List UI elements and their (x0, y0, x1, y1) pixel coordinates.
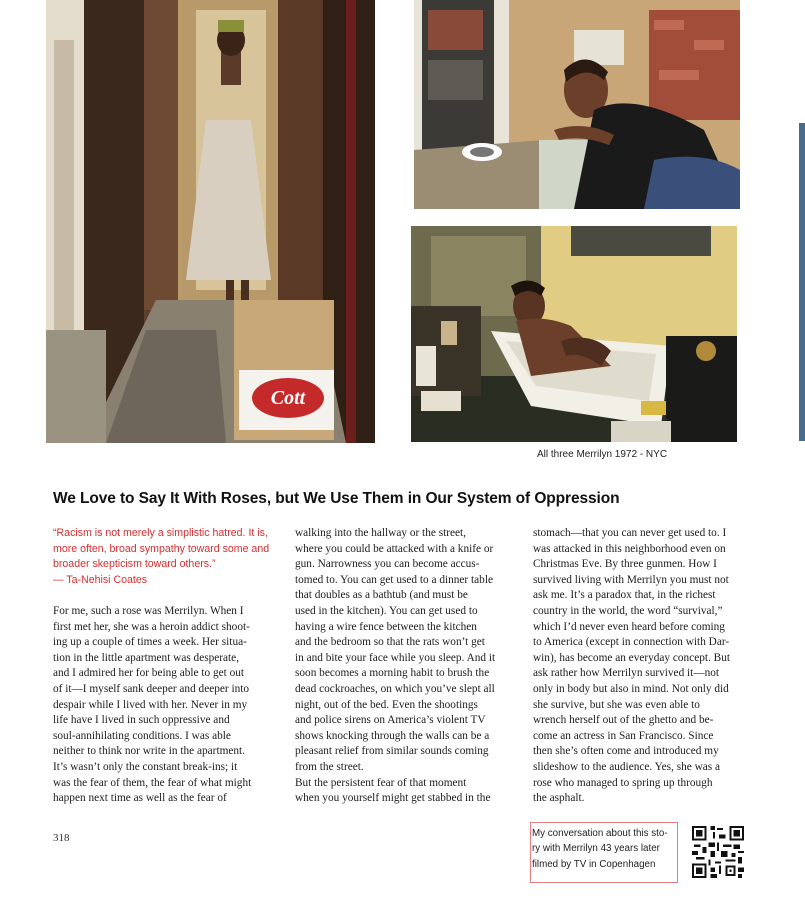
text-line: pleasant relief from similar sounds coming (295, 745, 489, 758)
body-column-2 (295, 526, 521, 807)
text-line: dead cockroaches, on which you’ve slept all (295, 682, 495, 695)
text-line: Christmas Eve. By three gunmen. How I (533, 558, 717, 571)
text-line: country in the world, the word “survival,” (533, 604, 723, 617)
text-line: the asphalt. (533, 792, 585, 805)
quote-attribution: — Ta-Nehisi Coates (53, 573, 148, 586)
svg-text:Cott: Cott (270, 387, 306, 409)
text-line: night, out of the bed. Even the shootings (295, 698, 478, 711)
body-column-3 (533, 526, 759, 807)
text-line: It’s wasn’t only the constant break-ins; it (53, 760, 238, 773)
text-line: wrench herself out of the ghetto and be- (533, 714, 714, 727)
text-line: But the persistent fear of that moment (295, 776, 467, 789)
photo-caption: All three Merrilyn 1972 - NYC (537, 449, 668, 460)
note-line: ry with Merrilyn 43 years later (532, 843, 660, 855)
text-line: despair while I lived with her. Never in my (53, 698, 248, 711)
text-line: that doubles as a bathtub (and must be (295, 589, 468, 602)
text-line: survived living with Merrilyn you must not (533, 573, 729, 586)
text-line: and I admired her for being able to get out (53, 667, 245, 680)
text-line: where you could be attacked with a knife or (295, 542, 494, 555)
note-line: My conversation about this sto- (532, 828, 668, 839)
text-line: from the street. (295, 760, 364, 773)
text-line: to America (except in connection with Dar- (533, 636, 730, 649)
epigraph-quote (53, 526, 281, 588)
text-line: ask rather how Merrilyn survived it—not (533, 667, 720, 680)
quote-line: broader skepticism toward others.” (53, 558, 216, 571)
text-line: neither to think nor write in the apartment. (53, 745, 245, 758)
article-headline: We Love to Say It With Roses, but We Use Them in Our System of Oppression (53, 490, 620, 507)
photo-doorway (46, 0, 375, 443)
text-line: stomach—that you can never get used to. I (533, 527, 727, 539)
text-line: and the bedroom so that the rats won’t get (295, 636, 485, 649)
text-line: soul-annihilating conditions. I was able (53, 729, 231, 742)
text-line: ing up a couple of times a week. Her situa- (53, 636, 247, 649)
text-line: and police sirens on America’s violent TV (295, 714, 486, 727)
text-line: slideshow to the audience. Yes, she was a (533, 760, 720, 773)
photo-window (414, 0, 740, 209)
photo-bathtub (411, 226, 737, 442)
text-line: she survive, but she was even able to (533, 698, 700, 711)
text-line: then she’s often come and introduced my (533, 745, 719, 758)
text-line: tomed to. You can get used to a dinner table (295, 573, 493, 586)
text-line: shows knocking through the walls can be a (295, 729, 490, 742)
video-note-box (530, 822, 678, 883)
page-number: 318 (53, 832, 70, 844)
text-line: walking into the hallway or the street, (295, 527, 466, 539)
qr-code-icon[interactable] (692, 826, 744, 878)
text-line: win), has become an everyday concept. But (533, 651, 730, 664)
text-line: first met her, she was a heroin addict shoot- (53, 620, 250, 633)
note-line: filmed by TV in Copenhagen (532, 858, 656, 870)
text-line: only in body but also in mind. Not only did (533, 682, 729, 695)
text-line: when you yourself might get stabbed in the (295, 792, 491, 805)
text-line: soon becomes a morning habit to brush the (295, 667, 490, 680)
text-line: was attacked in this neighborhood even on (533, 542, 726, 555)
text-line: gun. Narrowness you can become accus- (295, 558, 480, 571)
photo-edge-next-page (799, 123, 805, 441)
text-line: happen next time as well as the fear of (53, 792, 227, 805)
text-line: come an actress in San Francisco. Since (533, 729, 714, 742)
body-column-1 (53, 604, 284, 807)
text-line: was the fear of them, the fear of what might (53, 776, 252, 789)
text-line: For me, such a rose was Merrilyn. When I (53, 605, 244, 617)
text-line: in and bite your face while you sleep. And it (295, 651, 496, 664)
text-line: having a wire fence between the kitchen (295, 620, 477, 633)
quote-line: “Racism is not merely a simplistic hatred. It is, (53, 527, 268, 539)
text-line: of it—I myself sank deeper and deeper into (53, 682, 250, 695)
text-line: ask me. It’s a paradox that, in the richest (533, 589, 716, 602)
text-line: rose who managed to spring up through (533, 776, 713, 789)
text-line: tion in the little apartment was desperate, (53, 651, 240, 664)
text-line: used in the kitchen). You can get used to (295, 604, 478, 617)
text-line: which I’d never even heard before coming (533, 620, 725, 633)
quote-line: more often, broad sympathy toward some and (53, 542, 270, 555)
text-line: life have I lived in such oppressive and (53, 714, 230, 727)
